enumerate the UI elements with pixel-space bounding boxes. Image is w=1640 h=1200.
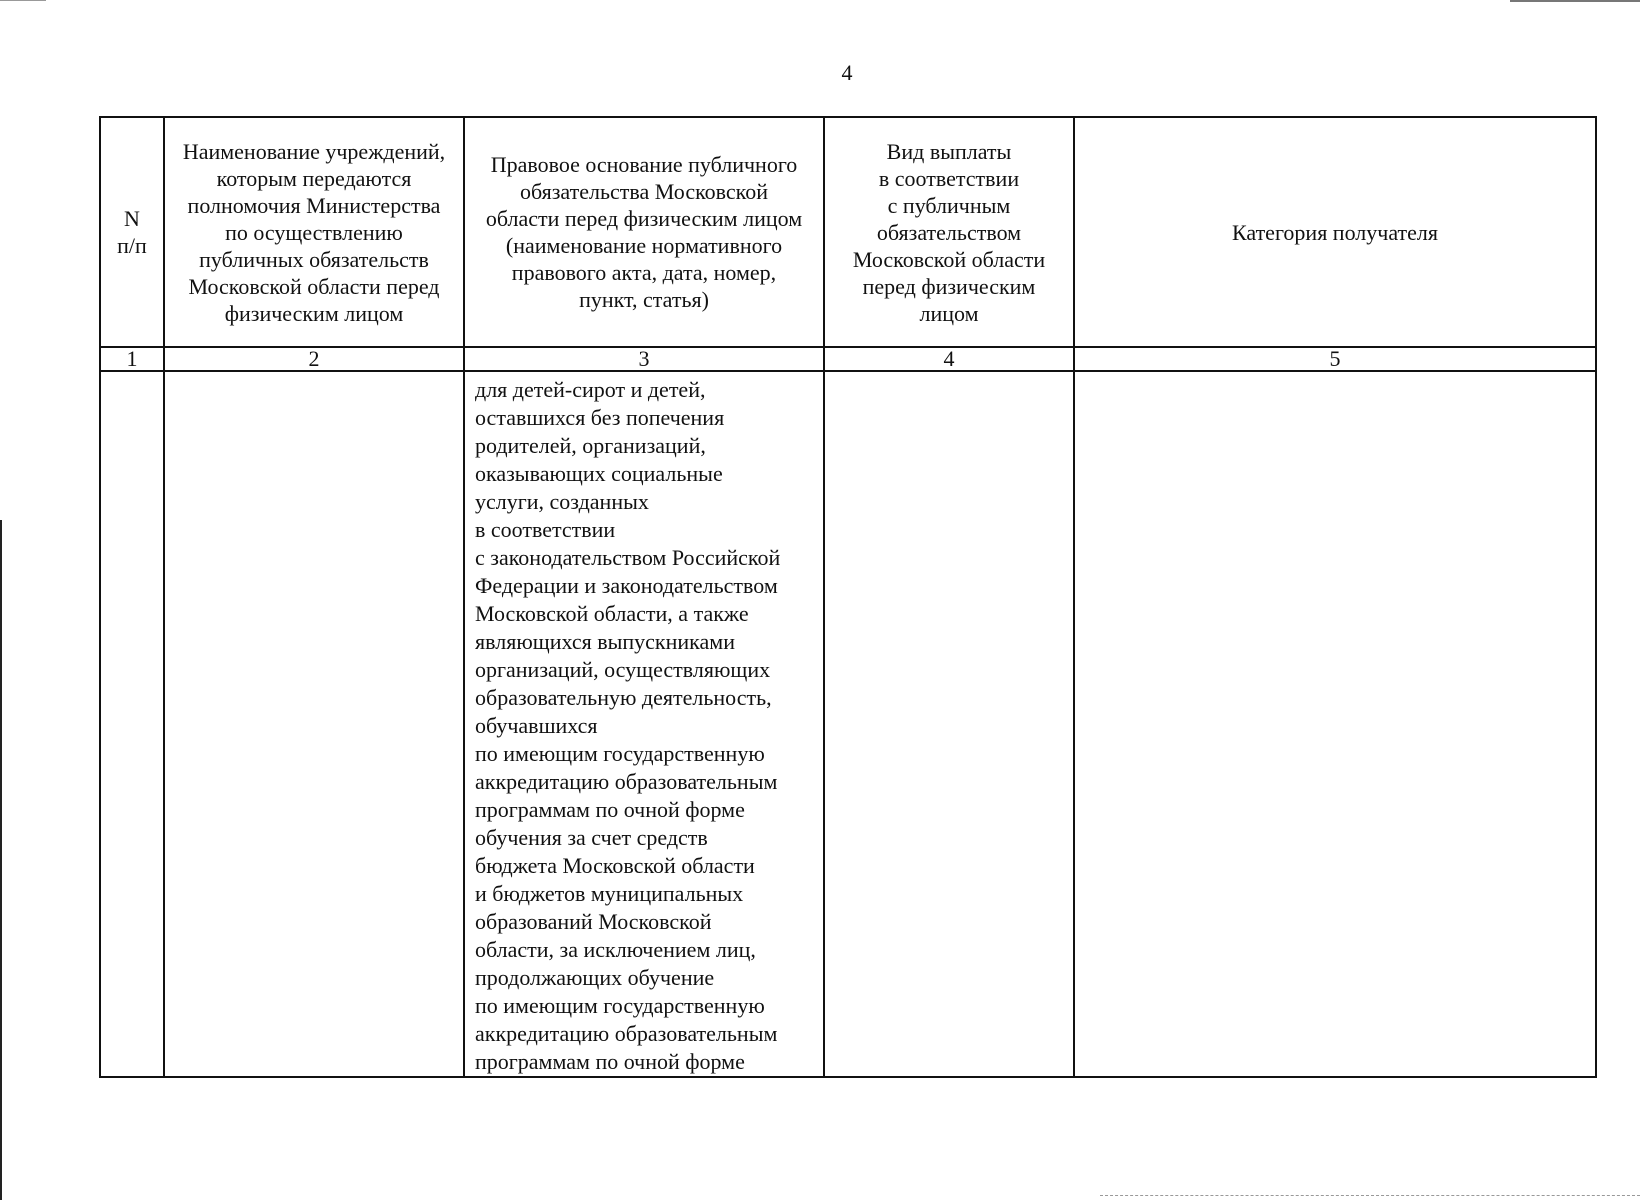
legal-basis-line: по имеющим государственную [475,741,765,766]
legal-basis-line: оставшихся без попечения [475,405,725,430]
legal-basis-line: Федерации и законодательством [475,573,778,598]
legal-basis-line: Московской области, а также [475,601,749,626]
column-number: 5 [1074,347,1596,371]
legal-basis-line: образований Московской [475,909,712,934]
legal-basis-line: с законодательством Российской [475,545,781,570]
legal-basis-text [465,372,823,1076]
legal-basis-line: бюджета Московской области [475,853,755,878]
cell-legal-basis [464,371,824,1077]
table-header-row [100,117,1596,347]
legal-basis-line: программам по очной форме [475,1049,745,1074]
legal-basis-line: организаций, осуществляющих [475,657,771,682]
legal-basis-line: в соответствии [475,517,616,542]
legal-basis-line: по имеющим государственную [475,993,765,1018]
legal-basis-line: для детей-сирот и детей, [475,377,706,402]
legal-basis-line: программам по очной форме [475,797,745,822]
legal-basis-line: являющихся выпускниками [475,629,735,654]
cell-number [100,371,164,1077]
column-number-row [100,347,1596,371]
legal-basis-line: продолжающих обучение [475,965,715,990]
header-cell-number: N п/п [100,117,164,347]
table-row [100,371,1596,1077]
column-number: 2 [164,347,464,371]
column-number: 4 [824,347,1074,371]
scan-edge-line [0,520,2,1200]
legal-basis-line: аккредитацию образовательным [475,769,778,794]
column-number: 1 [100,347,164,371]
legal-basis-line: оказывающих социальные [475,461,723,486]
column-number: 3 [464,347,824,371]
legal-basis-line: аккредитацию образовательным [475,1021,778,1046]
cell-institution [164,371,464,1077]
scan-edge-mark [1100,1195,1640,1197]
header-cell-payment-type: Вид выплаты в соответствии с публичным обязательством Московской области перед физическим лицом [824,117,1074,347]
header-cell-legal-basis: Правовое основание публичного обязательства Московской области перед физическим лицом (наименование нормативного правового акта, дата, номер, пункт, статья) [464,117,824,347]
page-number: 4 [841,60,853,85]
cell-payment-type [824,371,1074,1077]
scan-edge-mark [1510,0,1640,2]
scan-edge-mark [0,0,46,1]
legal-basis-line: области, за исключением лиц, [475,937,756,962]
legal-basis-line: услуги, созданных [475,489,649,514]
payments-table [99,116,1597,1078]
legal-basis-line: образовательную деятельность, [475,685,772,710]
header-cell-institutions: Наименование учреждений, которым передаются полномочия Министерства по осуществлению публичных обязательств Московской области перед физическим лицом [164,117,464,347]
legal-basis-line: обучавшихся [475,713,598,738]
legal-basis-line: родителей, организаций, [475,433,706,458]
cell-recipient-category [1074,371,1596,1077]
header-cell-recipient-category: Категория получателя [1074,117,1596,347]
legal-basis-line: и бюджетов муниципальных [475,881,744,906]
legal-basis-line: обучения за счет средств [475,825,708,850]
